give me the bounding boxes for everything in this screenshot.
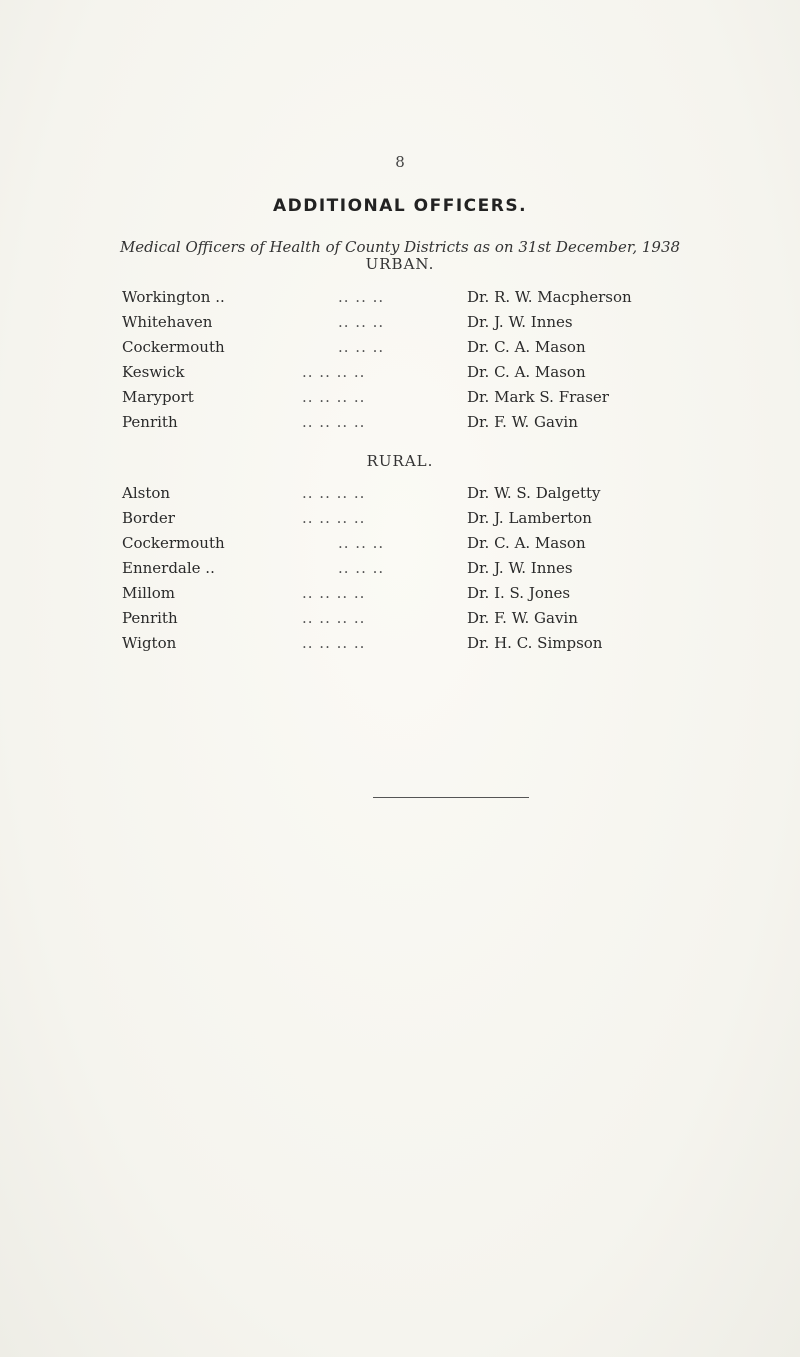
page-subtitle: Medical Officers of Health of County Districts as on 31st December, 1938 [119,238,681,256]
page-title: ADDITIONAL OFFICERS. [272,196,528,216]
officer-name: Dr. C. A. Mason [467,534,586,552]
officer-name: Dr. H. C. Simpson [467,634,603,652]
dot-leader: .. .. .. .. [302,634,366,652]
dot-leader: .. .. .. .. [302,584,366,602]
officer-name: Dr. J. Lamberton [467,509,592,527]
page-number: 8 [395,153,405,171]
district-name: Penrith [122,609,178,627]
district-name: Border [122,509,175,527]
officer-name: Dr. C. A. Mason [467,338,586,356]
officer-name: Dr. F. W. Gavin [467,413,578,431]
district-name: Cockermouth [122,534,225,552]
dot-leader: .. .. .. .. [302,484,366,502]
list-item [122,410,722,434]
officer-name: Dr. R. W. Macpherson [467,288,632,306]
dot-leader: .. .. .. [338,288,385,306]
dot-leader: .. .. .. .. [302,509,366,527]
section-title-urban: URBAN. [365,255,435,273]
officer-name: Dr. I. S. Jones [467,584,571,602]
list-item [122,335,722,359]
district-name: Wigton [122,634,177,652]
officer-name: Dr. J. W. Innes [467,559,573,577]
district-name: Ennerdale .. [122,559,215,577]
dot-leader: .. .. .. [338,559,385,577]
list-item [122,506,722,530]
list-item [122,285,722,309]
district-name: Whitehaven [122,313,213,331]
officer-name: Dr. Mark S. Fraser [467,388,609,406]
district-name: Millom [122,584,176,602]
officer-name: Dr. W. S. Dalgetty [467,484,601,502]
list-item [122,481,722,505]
closing-rule [373,797,529,798]
list-item [122,556,722,580]
dot-leader: .. .. .. [338,313,385,331]
list-item [122,531,722,555]
list-item [122,606,722,630]
dot-leader: .. .. .. .. [302,413,366,431]
dot-leader: .. .. .. .. [302,609,366,627]
list-item [122,360,722,384]
district-name: Cockermouth [122,338,225,356]
dot-leader: .. .. .. [338,338,385,356]
district-name: Keswick [122,363,185,381]
district-name: Penrith [122,413,178,431]
district-name: Maryport [122,388,194,406]
district-name: Alston [122,484,171,502]
list-item [122,310,722,334]
dot-leader: .. .. .. [338,534,385,552]
list-item [122,631,722,655]
dot-leader: .. .. .. .. [302,363,366,381]
list-item [122,581,722,605]
list-item [122,385,722,409]
dot-leader: .. .. .. .. [302,388,366,406]
officer-name: Dr. F. W. Gavin [467,609,578,627]
officer-name: Dr. C. A. Mason [467,363,586,381]
district-name: Workington .. [122,288,225,306]
section-title-rural: RURAL. [366,452,434,470]
officer-name: Dr. J. W. Innes [467,313,573,331]
